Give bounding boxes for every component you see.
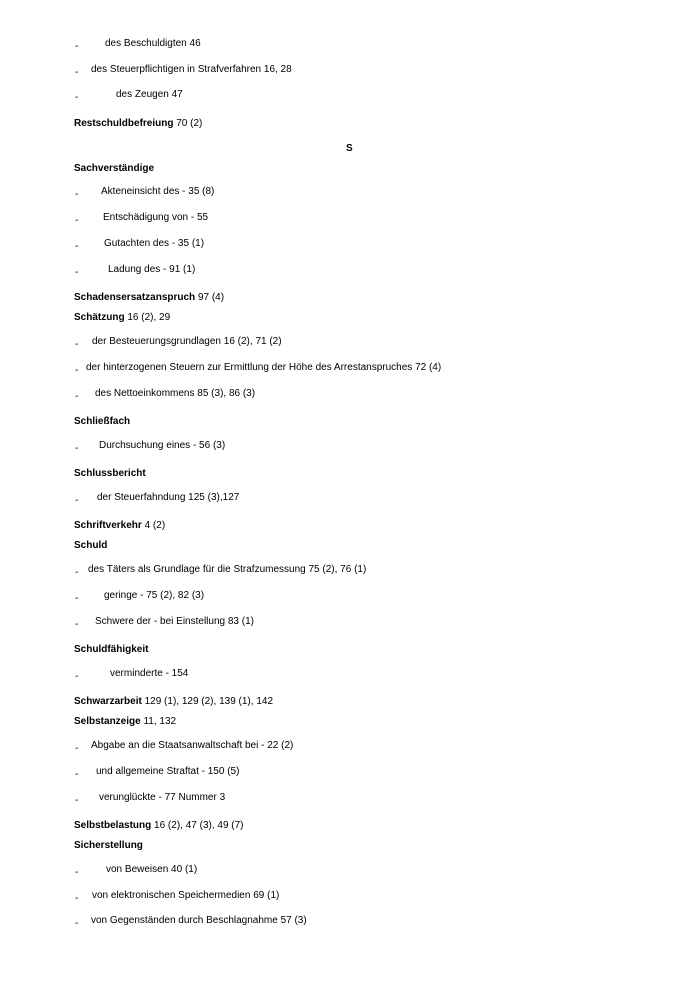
headword-refs: 16 (2), 29 [124,312,171,323]
subentry-text: Schwere der - bei Einstellung 83 (1) [95,616,254,627]
dash-marker: - [75,215,79,226]
dash-marker: - [75,443,79,454]
index-headword [74,416,130,428]
dash-marker: - [75,743,79,754]
dash-marker: - [75,92,79,103]
subentry-text: des Zeugen 47 [116,89,183,100]
index-headword [74,312,170,324]
dash-marker: - [75,918,79,929]
subentry-text: der Besteuerungsgrundlagen 16 (2), 71 (2) [92,336,282,347]
headword-term: Selbstanzeige [74,716,141,727]
dash-marker: - [75,867,79,878]
index-headword [74,820,244,832]
headword-term: Schriftverkehr [74,520,142,531]
dash-marker: - [75,391,79,402]
headword-term: Schuldfähigkeit [74,644,149,655]
headword-term: Selbstbelastung [74,820,152,831]
headword-term: Sicherstellung [74,840,143,851]
dash-marker: - [75,495,79,506]
dash-marker: - [75,769,79,780]
dash-marker: - [75,339,79,350]
dash-marker: - [75,593,79,604]
subentry-text: und allgemeine Straftat - 150 (5) [96,766,240,777]
index-headword [74,644,148,656]
subentry-text: der Steuerfahndung 125 (3),127 [97,492,240,503]
subentry-text: Akteneinsicht des - 35 (8) [101,186,215,197]
index-headword [74,520,165,532]
headword-term: Schlussbericht [74,468,146,479]
subentry-text: des Beschuldigten 46 [105,38,201,49]
section-letter-text: S [346,143,353,154]
subentry-text: des Nettoeinkommens 85 (3), 86 (3) [95,388,256,399]
subentry-text: Ladung des - 91 (1) [108,264,196,275]
dash-marker: - [75,671,79,682]
dash-marker: - [75,567,79,578]
index-headword [74,716,176,728]
headword-term: Schwarzarbeit [74,696,142,707]
dash-marker: - [75,619,79,630]
subentry-text: Gutachten des - 35 (1) [104,238,205,249]
headword-refs: 16 (2), 47 (3), 49 (7) [151,820,244,831]
headword-refs: 70 (2) [173,118,203,129]
subentry-text: geringe - 75 (2), 82 (3) [104,590,205,601]
headword-term: Schätzung [74,312,125,323]
headword-term: Restschuldbefreiung [74,118,174,129]
headword-refs: 4 (2) [141,520,166,531]
dash-marker: - [75,41,79,52]
subentry-text: von Beweisen 40 (1) [106,864,198,875]
dash-marker: - [75,241,79,252]
headword-term: Schuld [74,540,108,551]
index-headword [74,696,273,708]
dash-marker: - [75,67,79,78]
index-headword [74,540,107,552]
dash-marker: - [75,189,79,200]
headword-term: Schließfach [74,416,131,427]
subentry-text: der hinterzogenen Steuern zur Ermittlung der Höhe des Arrestanspruches 72 (4) [86,362,442,373]
index-headword [74,840,143,852]
headword-refs: 11, 132 [140,716,177,727]
index-headword [74,163,154,175]
dash-marker: - [75,365,79,376]
subentry-text: Durchsuchung eines - 56 (3) [99,440,226,451]
headword-term: Schadensersatzanspruch [74,292,196,303]
headword-term: Sachverständige [74,163,155,174]
subentry-text: Abgabe an die Staatsanwaltschaft bei - 22 (2) [91,740,294,751]
dash-marker: - [75,267,79,278]
index-headword [74,118,202,130]
index-headword [74,292,224,304]
index-headword [74,468,146,480]
subentry-text: von Gegenständen durch Beschlagnahme 57 (3) [91,915,307,926]
dash-marker: - [75,893,79,904]
subentry-text: Entschädigung von - 55 [103,212,209,223]
subentry-text: des Täters als Grundlage für die Strafzumessung 75 (2), 76 (1) [88,564,367,575]
subentry-text: von elektronischen Speichermedien 69 (1) [92,890,280,901]
headword-refs: 97 (4) [195,292,225,303]
headword-refs: 129 (1), 129 (2), 139 (1), 142 [141,696,273,707]
subentry-text: verunglückte - 77 Nummer 3 [99,792,226,803]
dash-marker: - [75,795,79,806]
subentry-text: verminderte - 154 [110,668,189,679]
subentry-text: des Steuerpflichtigen in Strafverfahren 16, 28 [91,64,292,75]
